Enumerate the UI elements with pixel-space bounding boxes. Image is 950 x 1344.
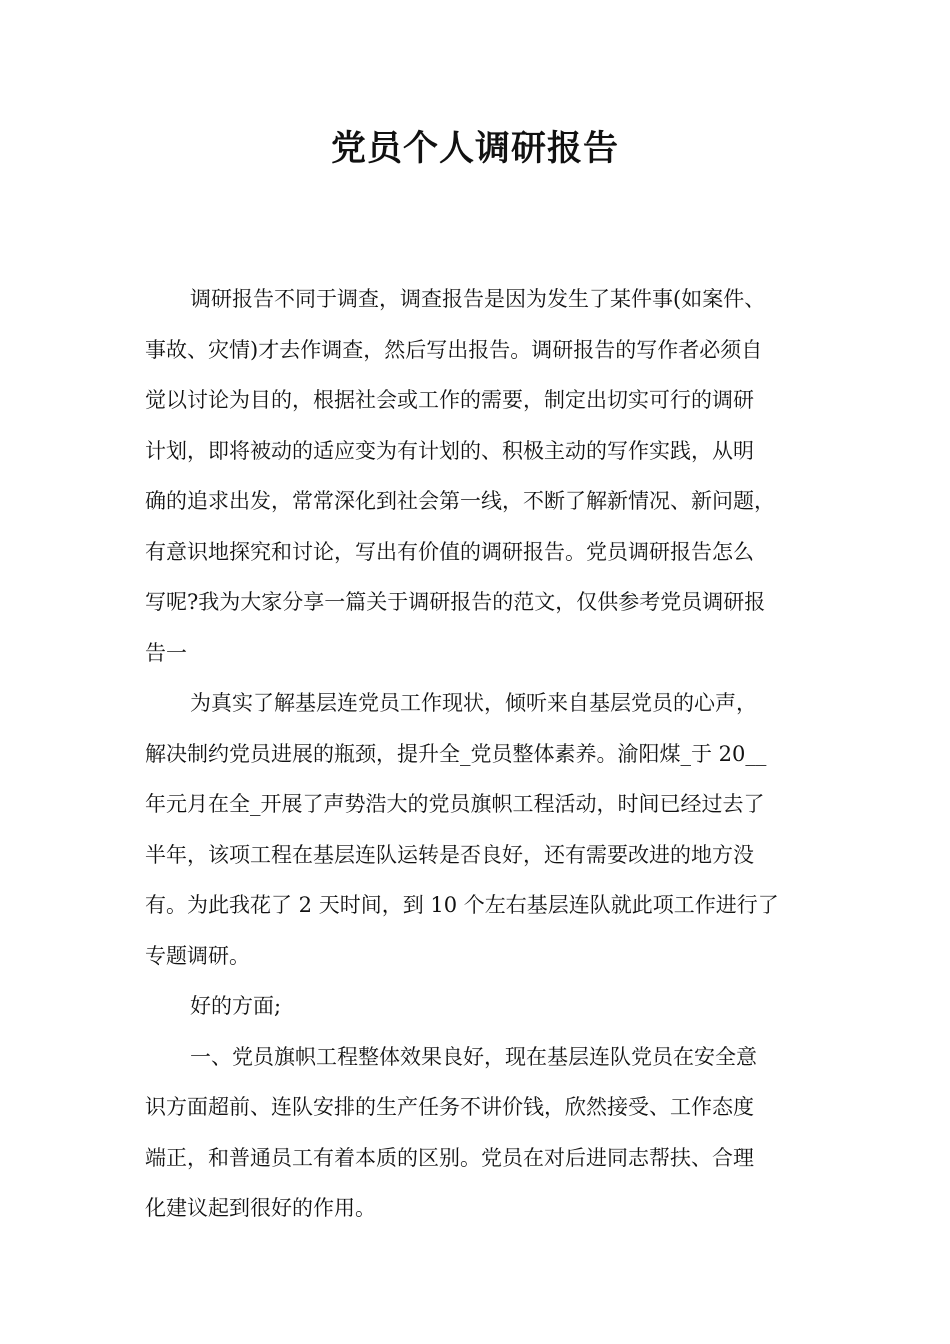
paragraph-line: 调研报告不同于调查，调查报告是因为发生了某件事(如案件、: [190, 287, 766, 311]
paragraph-line: 告一: [145, 640, 187, 665]
paragraph-line: 事故、灾情)才去作调查，然后写出报告。调研报告的写作者必须自: [145, 337, 763, 362]
paragraph-line: 解决制约党员进展的瓶颈，提升全_党员整体素养。渝阳煤_于 20__: [145, 741, 767, 766]
paragraph-line: 端正，和普通员工有着本质的区别。党员在对后进同志帮扶、合理: [145, 1145, 754, 1170]
paragraph-line: 计划，即将被动的适应变为有计划的、积极主动的写作实践，从明: [145, 438, 754, 463]
document-title: 党员个人调研报告: [330, 129, 619, 169]
paragraph-line: 识方面超前、连队安排的生产任务不讲价钱，欣然接受、工作态度: [145, 1095, 754, 1119]
paragraph-line: 专题调研。: [145, 943, 250, 968]
paragraph-line: 有意识地探究和讨论，写出有价值的调研报告。党员调研报告怎么: [145, 539, 754, 564]
paragraph-line: 为真实了解基层连党员工作现状，倾听来自基层党员的心声，: [190, 691, 757, 715]
paragraph-line: 写呢?我为大家分享一篇关于调研报告的范文，仅供参考党员调研报: [145, 590, 766, 614]
paragraph-line: 半年，该项工程在基层连队运转是否良好，还有需要改进的地方没: [145, 842, 754, 867]
paragraph-line: 化建议起到很好的作用。: [145, 1196, 376, 1220]
paragraph-line: 年元月在全_开展了声势浩大的党员旗帜工程活动，时间已经过去了: [145, 792, 765, 816]
document-body: [145, 274, 815, 1234]
section-heading: 好的方面;: [190, 994, 282, 1018]
paragraph-line: 一、党员旗帜工程整体效果良好，现在基层连队党员在安全意: [190, 1044, 757, 1069]
paragraph-line: 确的追求出发，常常深化到社会第一线，不断了解新情况、新问题，: [145, 489, 775, 513]
paragraph-line: 有。为此我花了 2 天时间，到 10 个左右基层连队就此项工作进行了: [145, 893, 779, 917]
paragraph-line: 觉以讨论为目的，根据社会或工作的需要，制定出切实可行的调研: [145, 388, 754, 412]
